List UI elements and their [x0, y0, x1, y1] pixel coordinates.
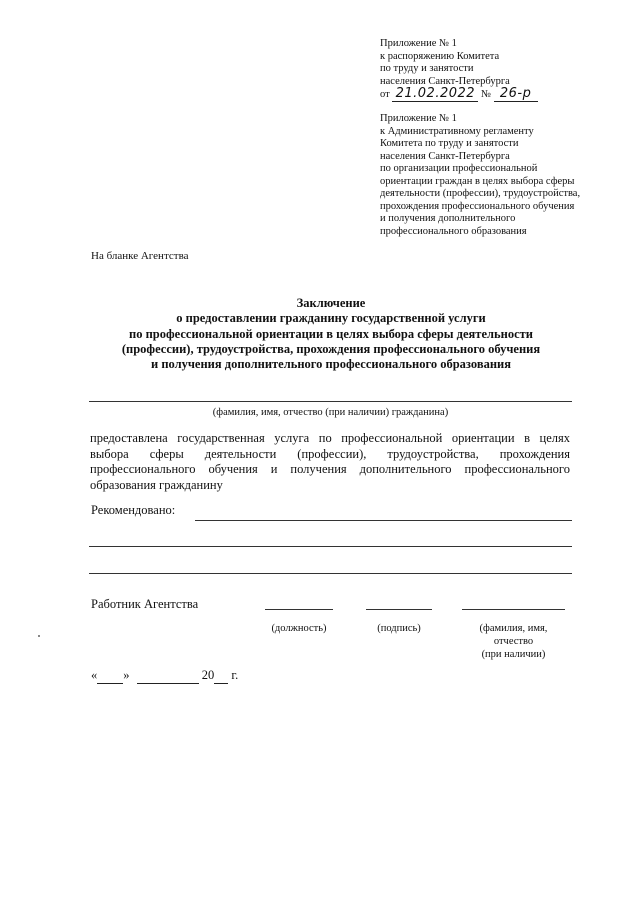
appendix-regulation-header: [380, 113, 610, 238]
appendix-order-line: к распоряжению Комитета: [380, 50, 500, 62]
year-blank: [214, 668, 228, 684]
appendix-regulation-line: к Административному регламенту: [380, 125, 534, 137]
body-line: выбора сферы деятельности (профессии), трудоустройства, прохождения: [90, 446, 570, 461]
letterhead-note: На бланке Агентства: [91, 250, 189, 262]
appendix-regulation-line: профессионального образования: [380, 225, 527, 237]
title-line: (профессии), трудоустройства, прохождения профессионального обучения: [121, 341, 541, 356]
appendix-regulation-line: деятельности (профессии), трудоустройства,: [380, 188, 581, 199]
day-blank: [97, 668, 123, 684]
month-blank: [137, 668, 199, 684]
recommendation-line: [89, 573, 572, 574]
position-line: [265, 609, 333, 610]
citizen-name-line: [89, 401, 572, 402]
appendix-regulation-line: по организации профессиональной: [380, 163, 538, 174]
appendix-regulation-line: Приложение № 1: [380, 113, 457, 124]
title-line: о предоставлении гражданину государственной услуги: [176, 311, 486, 326]
signature-caption: (подпись): [377, 623, 421, 634]
appendix-regulation-line: прохождения профессионального обучения: [380, 200, 575, 212]
year-prefix: 20: [201, 668, 215, 682]
body-paragraph: [90, 431, 570, 493]
full-name-caption: [462, 622, 565, 661]
recommendation-line: [195, 520, 572, 521]
full-name-caption-line: отчество: [493, 636, 534, 647]
agency-worker-label: Работник Агентства: [91, 597, 199, 611]
full-name-caption-line: (при наличии): [481, 649, 546, 660]
body-line: образования гражданину: [90, 477, 223, 492]
full-name-caption-line: (фамилия, имя,: [479, 623, 548, 634]
recommendation-line: [89, 546, 572, 547]
appendix-order-line: по труду и занятости: [380, 63, 474, 74]
body-line: предоставлена государственная услуга по профессиональной ориентации в целях: [90, 431, 570, 445]
appendix-order-header: [380, 38, 620, 102]
appendix-order-date-number: [380, 88, 620, 102]
body-line: профессионального обучения и получения дополнительного профессионального: [90, 462, 570, 476]
number-label: №: [480, 89, 491, 100]
document-title: [90, 296, 572, 372]
open-quote: «: [91, 668, 98, 682]
order-number-handwritten: 26-р: [494, 88, 538, 102]
appendix-regulation-line: Комитета по труду и занятости: [380, 138, 519, 149]
appendix-regulation-line: ориентации граждан в целях выбора сферы: [380, 175, 575, 187]
recommended-label: Рекомендовано:: [91, 503, 176, 517]
scan-speck: [38, 635, 40, 637]
appendix-regulation-line: населения Санкт-Петербурга: [380, 150, 510, 162]
citizen-name-caption: (фамилия, имя, отчество (при наличии) гражданина): [212, 407, 449, 418]
order-date-handwritten: 21.02.2022: [392, 88, 478, 102]
close-quote: »: [123, 668, 130, 682]
appendix-order-line: населения Санкт-Петербурга: [380, 75, 510, 87]
title-line: и получения дополнительного профессионального образования: [151, 357, 511, 372]
position-caption: (должность): [271, 623, 327, 634]
title-line: Заключение: [296, 296, 366, 310]
date-line: [91, 668, 238, 684]
appendix-order-line: Приложение № 1: [380, 38, 457, 49]
signature-line: [366, 609, 432, 610]
year-suffix: г.: [231, 668, 239, 682]
from-label: от: [380, 89, 390, 100]
title-line: по профессиональной ориентации в целях выбора сферы деятельности: [129, 326, 533, 341]
full-name-line: [462, 609, 565, 610]
appendix-regulation-line: и получения дополнительного: [380, 213, 516, 224]
